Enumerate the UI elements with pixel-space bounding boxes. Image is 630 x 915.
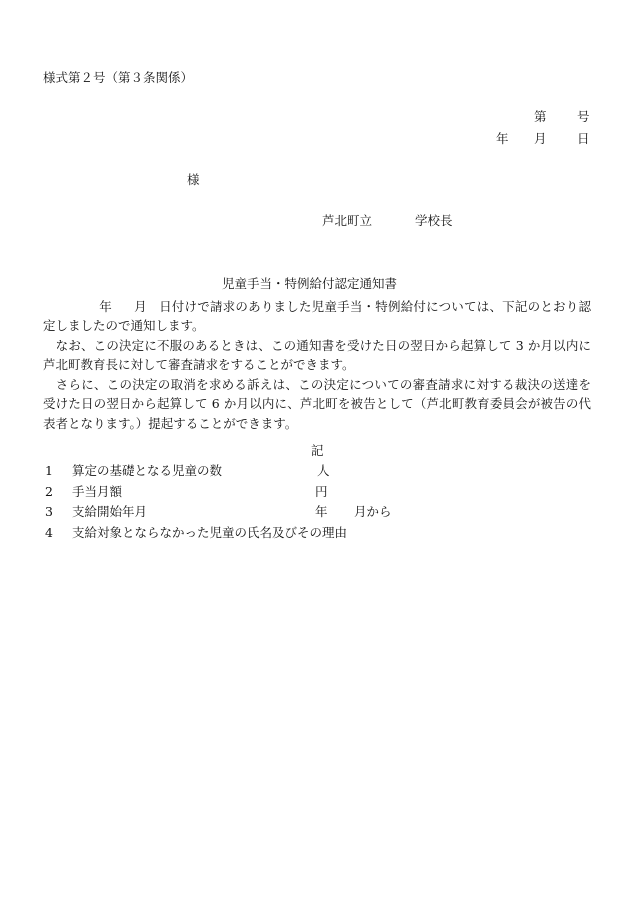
body-paragraph-notice (43, 297, 591, 336)
document-number-suffix: 号 (577, 109, 590, 124)
item-label: 手当月額 (72, 484, 123, 499)
item-number: 2 (45, 484, 53, 499)
document-title: 児童手当・特例給付認定通知書 (222, 276, 398, 291)
item-unit-year: 年 (315, 504, 328, 519)
date-year-label: 年 (496, 131, 509, 146)
body-year-label: 年 (99, 299, 112, 314)
item-unit-month: 月から (354, 504, 392, 519)
date-day-label: 日 (577, 131, 590, 146)
body-lawsuit-text: さらに、この決定の取消を求める訴えは、この決定についての審査請求に対する裁決の送達を受けた日の翌日から起算して 6 か月以内に、芦北町を被告として（芦北町教育委員会が被告の代表者となります。）提起することができます。 (43, 377, 591, 431)
item-unit: 円 (315, 484, 328, 499)
sender-school-prefix: 芦北町立 (322, 213, 373, 228)
date-month-label: 月 (534, 131, 547, 146)
item-unit: 人 (317, 463, 330, 478)
addressee-honorific: 様 (187, 172, 200, 187)
item-number: 3 (45, 504, 53, 519)
body-paragraph-lawsuit (43, 375, 591, 433)
item-number: 4 (45, 525, 53, 540)
sender-title: 学校長 (415, 213, 453, 228)
ki-heading: 記 (311, 443, 324, 458)
form-label: 様式第２号（第３条関係） (43, 70, 194, 85)
item-label: 支給対象とならなかった児童の氏名及びその理由 (72, 525, 348, 540)
item-label: 支給開始年月 (72, 504, 148, 519)
body-month-label: 月 (133, 299, 147, 314)
body-appeal-text: なお、この決定に不服のあるときは、この通知書を受けた日の翌日から起算して 3 か月以内に芦北町教育長に対して審査請求をすることができます。 (43, 338, 591, 373)
item-number: 1 (45, 463, 53, 478)
body-paragraph-appeal (43, 336, 591, 375)
body-notice-text: 日付けで請求のありました児童手当・特例給付については、下記のとおり認定しましたので通知します。 (43, 299, 591, 334)
item-label: 算定の基礎となる児童の数 (72, 463, 223, 478)
document-number-prefix: 第 (534, 109, 547, 124)
